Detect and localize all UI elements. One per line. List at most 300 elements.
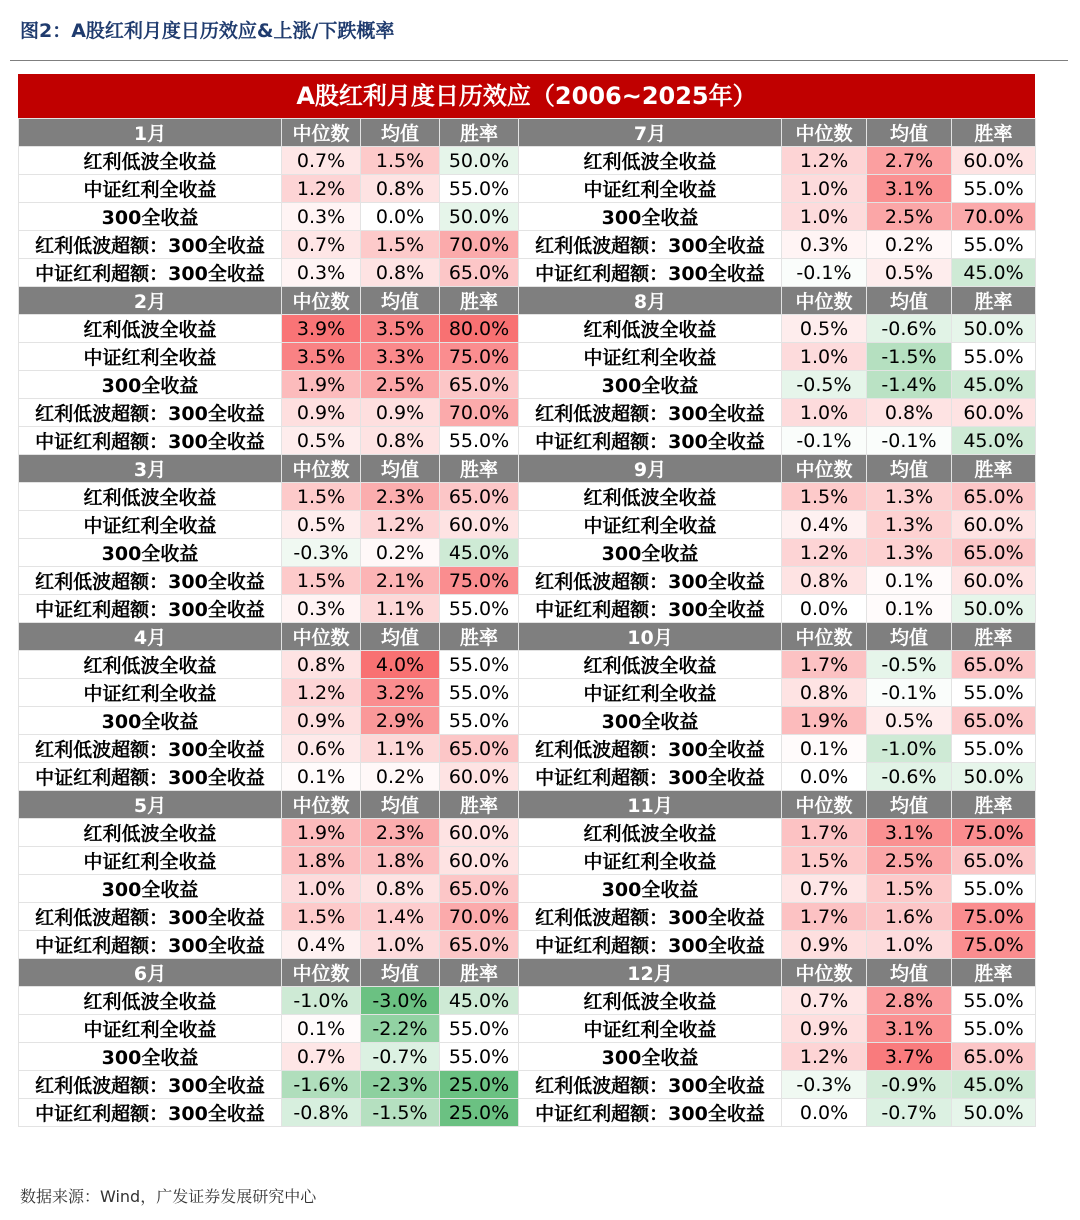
cell-mean: 3.1% (867, 175, 952, 203)
row-label: 红利低波超额：300全收益 (19, 399, 282, 427)
column-header-median: 中位数 (282, 959, 361, 987)
column-header-median: 中位数 (782, 623, 867, 651)
column-header-mean: 均值 (361, 791, 440, 819)
cell-win-rate: 75.0% (440, 567, 519, 595)
cell-median: 1.2% (282, 175, 361, 203)
column-header-win-rate: 胜率 (440, 287, 519, 315)
cell-win-rate: 65.0% (440, 259, 519, 287)
row-label: 红利低波超额：300全收益 (19, 1071, 282, 1099)
row-label: 中证红利全收益 (519, 1015, 782, 1043)
table-row (19, 203, 1036, 231)
cell-mean: 1.5% (361, 147, 440, 175)
month-label: 12月 (519, 959, 782, 987)
row-label: 红利低波超额：300全收益 (19, 567, 282, 595)
row-label: 中证红利全收益 (519, 679, 782, 707)
column-header-median: 中位数 (782, 455, 867, 483)
row-label: 300全收益 (519, 875, 782, 903)
cell-mean: 2.5% (361, 371, 440, 399)
cell-median: 0.5% (282, 511, 361, 539)
cell-mean: -1.5% (867, 343, 952, 371)
month-label: 2月 (19, 287, 282, 315)
column-header-median: 中位数 (282, 623, 361, 651)
column-header-median: 中位数 (782, 287, 867, 315)
cell-mean: -0.6% (867, 315, 952, 343)
row-label: 中证红利全收益 (519, 343, 782, 371)
row-label: 红利低波全收益 (519, 651, 782, 679)
cell-mean: 0.5% (867, 259, 952, 287)
row-label: 300全收益 (519, 707, 782, 735)
column-header-mean: 均值 (867, 791, 952, 819)
column-header-median: 中位数 (282, 119, 361, 147)
row-label: 300全收益 (519, 203, 782, 231)
cell-win-rate: 60.0% (440, 511, 519, 539)
cell-median: 1.0% (782, 203, 867, 231)
cell-mean: 0.9% (361, 399, 440, 427)
cell-win-rate: 45.0% (952, 427, 1036, 455)
row-label: 红利低波全收益 (519, 147, 782, 175)
cell-win-rate: 25.0% (440, 1099, 519, 1127)
table-row (19, 1071, 1036, 1099)
cell-mean: -0.6% (867, 763, 952, 791)
column-header-win-rate: 胜率 (952, 791, 1036, 819)
cell-median: 0.0% (782, 1099, 867, 1127)
cell-win-rate: 60.0% (952, 567, 1036, 595)
cell-win-rate: 65.0% (952, 651, 1036, 679)
cell-mean: 3.3% (361, 343, 440, 371)
cell-win-rate: 55.0% (440, 427, 519, 455)
row-label: 红利低波超额：300全收益 (19, 903, 282, 931)
cell-win-rate: 55.0% (952, 175, 1036, 203)
cell-mean: 0.2% (361, 539, 440, 567)
cell-median: -0.3% (282, 539, 361, 567)
row-label: 中证红利全收益 (19, 343, 282, 371)
table-row (19, 539, 1036, 567)
cell-mean: 4.0% (361, 651, 440, 679)
cell-win-rate: 55.0% (952, 987, 1036, 1015)
cell-mean: 1.8% (361, 847, 440, 875)
row-label: 红利低波超额：300全收益 (519, 1071, 782, 1099)
cell-mean: 2.3% (361, 483, 440, 511)
cell-median: 1.9% (282, 819, 361, 847)
cell-mean: -1.4% (867, 371, 952, 399)
cell-mean: -0.1% (867, 679, 952, 707)
table-row (19, 679, 1036, 707)
cell-win-rate: 50.0% (440, 147, 519, 175)
row-label: 中证红利超额：300全收益 (19, 427, 282, 455)
cell-win-rate: 55.0% (952, 679, 1036, 707)
row-label: 中证红利全收益 (19, 847, 282, 875)
cell-median: 1.0% (782, 399, 867, 427)
row-label: 红利低波全收益 (519, 483, 782, 511)
row-label: 300全收益 (19, 875, 282, 903)
cell-win-rate: 60.0% (952, 511, 1036, 539)
row-label: 300全收益 (19, 203, 282, 231)
cell-win-rate: 50.0% (952, 315, 1036, 343)
cell-mean: 1.1% (361, 735, 440, 763)
cell-median: -1.6% (282, 1071, 361, 1099)
cell-mean: -3.0% (361, 987, 440, 1015)
table-row (19, 315, 1036, 343)
column-header-mean: 均值 (361, 119, 440, 147)
cell-win-rate: 70.0% (440, 903, 519, 931)
cell-win-rate: 55.0% (440, 595, 519, 623)
row-label: 红利低波全收益 (519, 315, 782, 343)
cell-win-rate: 70.0% (440, 399, 519, 427)
calendar-effect-table (18, 118, 1036, 1127)
column-header-mean: 均值 (867, 287, 952, 315)
cell-win-rate: 55.0% (440, 651, 519, 679)
calendar-effect-table-container (18, 74, 1035, 1127)
row-label: 红利低波全收益 (519, 819, 782, 847)
cell-win-rate: 45.0% (952, 1071, 1036, 1099)
cell-win-rate: 55.0% (952, 231, 1036, 259)
row-label: 红利低波超额：300全收益 (519, 735, 782, 763)
row-label: 红利低波全收益 (19, 147, 282, 175)
cell-median: -0.3% (782, 1071, 867, 1099)
cell-mean: 1.3% (867, 539, 952, 567)
cell-mean: 1.0% (867, 931, 952, 959)
cell-mean: 3.2% (361, 679, 440, 707)
row-label: 中证红利超额：300全收益 (519, 1099, 782, 1127)
title-divider (10, 60, 1068, 61)
column-header-win-rate: 胜率 (952, 119, 1036, 147)
row-label: 红利低波超额：300全收益 (519, 567, 782, 595)
cell-mean: -0.9% (867, 1071, 952, 1099)
cell-win-rate: 50.0% (440, 203, 519, 231)
row-label: 红利低波超额：300全收益 (19, 735, 282, 763)
cell-median: 0.3% (282, 203, 361, 231)
cell-median: 1.0% (282, 875, 361, 903)
cell-mean: 0.5% (867, 707, 952, 735)
table-row (19, 399, 1036, 427)
cell-mean: -0.7% (361, 1043, 440, 1071)
cell-mean: 2.7% (867, 147, 952, 175)
cell-win-rate: 70.0% (952, 203, 1036, 231)
row-label: 红利低波超额：300全收益 (519, 399, 782, 427)
cell-median: 1.2% (782, 539, 867, 567)
row-label: 中证红利全收益 (519, 847, 782, 875)
row-label: 中证红利超额：300全收益 (19, 763, 282, 791)
table-row (19, 1043, 1036, 1071)
cell-win-rate: 65.0% (952, 539, 1036, 567)
cell-win-rate: 60.0% (440, 819, 519, 847)
table-row (19, 707, 1036, 735)
cell-median: 0.9% (282, 707, 361, 735)
cell-mean: -1.5% (361, 1099, 440, 1127)
month-label: 1月 (19, 119, 282, 147)
cell-win-rate: 45.0% (440, 987, 519, 1015)
cell-win-rate: 70.0% (440, 231, 519, 259)
cell-win-rate: 55.0% (952, 343, 1036, 371)
row-label: 红利低波全收益 (519, 987, 782, 1015)
month-label: 3月 (19, 455, 282, 483)
cell-mean: 3.1% (867, 819, 952, 847)
month-label: 10月 (519, 623, 782, 651)
row-label: 中证红利全收益 (19, 1015, 282, 1043)
cell-mean: -0.1% (867, 427, 952, 455)
cell-median: 1.0% (782, 175, 867, 203)
cell-win-rate: 75.0% (952, 819, 1036, 847)
cell-mean: 1.0% (361, 931, 440, 959)
cell-win-rate: 45.0% (440, 539, 519, 567)
table-row (19, 511, 1036, 539)
cell-win-rate: 55.0% (440, 1043, 519, 1071)
cell-median: 1.7% (782, 819, 867, 847)
cell-win-rate: 65.0% (440, 483, 519, 511)
cell-median: 0.8% (782, 679, 867, 707)
column-header-median: 中位数 (782, 119, 867, 147)
month-label: 5月 (19, 791, 282, 819)
cell-win-rate: 75.0% (952, 903, 1036, 931)
row-label: 中证红利超额：300全收益 (519, 763, 782, 791)
cell-median: 1.2% (282, 679, 361, 707)
cell-median: -1.0% (282, 987, 361, 1015)
cell-median: 0.6% (282, 735, 361, 763)
column-header-win-rate: 胜率 (440, 791, 519, 819)
cell-mean: 2.5% (867, 203, 952, 231)
cell-win-rate: 65.0% (440, 931, 519, 959)
cell-median: 0.3% (282, 259, 361, 287)
table-body (19, 119, 1036, 1127)
table-row (19, 427, 1036, 455)
row-label: 300全收益 (19, 707, 282, 735)
cell-mean: 0.8% (867, 399, 952, 427)
cell-median: 0.9% (782, 931, 867, 959)
cell-win-rate: 50.0% (952, 595, 1036, 623)
cell-win-rate: 65.0% (440, 875, 519, 903)
cell-win-rate: 60.0% (952, 399, 1036, 427)
row-label: 300全收益 (519, 539, 782, 567)
row-label: 中证红利超额：300全收益 (19, 1099, 282, 1127)
month-header-row (19, 455, 1036, 483)
cell-median: 1.5% (282, 483, 361, 511)
row-label: 中证红利全收益 (519, 175, 782, 203)
row-label: 红利低波全收益 (19, 315, 282, 343)
cell-median: 0.7% (782, 987, 867, 1015)
column-header-mean: 均值 (361, 959, 440, 987)
column-header-median: 中位数 (282, 287, 361, 315)
cell-median: 1.9% (782, 707, 867, 735)
cell-mean: 3.5% (361, 315, 440, 343)
cell-win-rate: 65.0% (952, 847, 1036, 875)
column-header-mean: 均值 (867, 119, 952, 147)
cell-mean: -2.2% (361, 1015, 440, 1043)
column-header-mean: 均值 (361, 287, 440, 315)
cell-median: 0.7% (282, 147, 361, 175)
cell-mean: -1.0% (867, 735, 952, 763)
month-header-row (19, 623, 1036, 651)
table-row (19, 483, 1036, 511)
row-label: 300全收益 (19, 539, 282, 567)
cell-median: 1.9% (282, 371, 361, 399)
cell-mean: 0.8% (361, 427, 440, 455)
cell-win-rate: 60.0% (952, 147, 1036, 175)
cell-win-rate: 55.0% (440, 679, 519, 707)
table-row (19, 371, 1036, 399)
cell-median: 1.2% (782, 147, 867, 175)
cell-median: 0.0% (782, 595, 867, 623)
cell-mean: -2.3% (361, 1071, 440, 1099)
cell-mean: 0.0% (361, 203, 440, 231)
row-label: 300全收益 (19, 371, 282, 399)
cell-median: 0.4% (782, 511, 867, 539)
table-row (19, 903, 1036, 931)
row-label: 中证红利全收益 (519, 511, 782, 539)
cell-median: -0.5% (782, 371, 867, 399)
cell-mean: 0.2% (361, 763, 440, 791)
table-row (19, 651, 1036, 679)
cell-median: 1.5% (782, 847, 867, 875)
cell-median: 0.7% (782, 875, 867, 903)
cell-win-rate: 60.0% (440, 763, 519, 791)
cell-mean: 0.1% (867, 567, 952, 595)
cell-win-rate: 60.0% (440, 847, 519, 875)
cell-mean: 1.5% (361, 231, 440, 259)
cell-win-rate: 75.0% (440, 343, 519, 371)
cell-win-rate: 50.0% (952, 763, 1036, 791)
table-row (19, 987, 1036, 1015)
table-row (19, 735, 1036, 763)
cell-mean: 0.8% (361, 875, 440, 903)
cell-median: 1.2% (782, 1043, 867, 1071)
cell-win-rate: 50.0% (952, 1099, 1036, 1127)
cell-win-rate: 65.0% (952, 707, 1036, 735)
cell-mean: 2.5% (867, 847, 952, 875)
table-row (19, 875, 1036, 903)
column-header-mean: 均值 (867, 623, 952, 651)
month-label: 4月 (19, 623, 282, 651)
cell-median: 0.5% (282, 427, 361, 455)
table-row (19, 819, 1036, 847)
column-header-win-rate: 胜率 (440, 119, 519, 147)
column-header-win-rate: 胜率 (440, 959, 519, 987)
cell-median: 0.3% (782, 231, 867, 259)
month-label: 11月 (519, 791, 782, 819)
column-header-mean: 均值 (361, 455, 440, 483)
cell-median: 0.0% (782, 763, 867, 791)
cell-median: 0.9% (782, 1015, 867, 1043)
table-row (19, 847, 1036, 875)
month-header-row (19, 959, 1036, 987)
row-label: 中证红利超额：300全收益 (19, 931, 282, 959)
cell-win-rate: 65.0% (440, 735, 519, 763)
column-header-mean: 均值 (867, 959, 952, 987)
cell-median: -0.1% (782, 259, 867, 287)
month-header-row (19, 119, 1036, 147)
cell-median: 3.5% (282, 343, 361, 371)
cell-median: 0.5% (782, 315, 867, 343)
table-title-banner: A股红利月度日历效应（2006~2025年） (18, 74, 1035, 118)
row-label: 红利低波超额：300全收益 (519, 231, 782, 259)
cell-median: 0.1% (782, 735, 867, 763)
table-row (19, 175, 1036, 203)
row-label: 红利低波超额：300全收益 (519, 903, 782, 931)
cell-mean: 0.8% (361, 259, 440, 287)
cell-mean: 1.6% (867, 903, 952, 931)
cell-win-rate: 55.0% (440, 1015, 519, 1043)
cell-mean: 0.2% (867, 231, 952, 259)
cell-mean: 1.4% (361, 903, 440, 931)
column-header-win-rate: 胜率 (440, 623, 519, 651)
cell-median: 1.5% (282, 567, 361, 595)
cell-mean: 1.3% (867, 483, 952, 511)
row-label: 红利低波超额：300全收益 (19, 231, 282, 259)
cell-median: 0.8% (282, 651, 361, 679)
column-header-median: 中位数 (282, 455, 361, 483)
cell-mean: 2.3% (361, 819, 440, 847)
cell-median: -0.1% (782, 427, 867, 455)
row-label: 红利低波全收益 (19, 483, 282, 511)
table-row (19, 1015, 1036, 1043)
cell-median: 1.5% (282, 903, 361, 931)
cell-win-rate: 55.0% (952, 1015, 1036, 1043)
column-header-median: 中位数 (782, 959, 867, 987)
cell-median: 1.5% (782, 483, 867, 511)
column-header-mean: 均值 (867, 455, 952, 483)
cell-median: 1.0% (782, 343, 867, 371)
cell-win-rate: 55.0% (440, 175, 519, 203)
table-row (19, 343, 1036, 371)
row-label: 中证红利超额：300全收益 (19, 595, 282, 623)
cell-mean: 1.1% (361, 595, 440, 623)
cell-median: 0.7% (282, 231, 361, 259)
cell-win-rate: 55.0% (440, 707, 519, 735)
cell-mean: -0.5% (867, 651, 952, 679)
cell-median: 0.8% (782, 567, 867, 595)
column-header-win-rate: 胜率 (440, 455, 519, 483)
cell-mean: 2.8% (867, 987, 952, 1015)
row-label: 中证红利超额：300全收益 (519, 595, 782, 623)
source-note: 数据来源：Wind，广发证券发展研究中心 (20, 1187, 317, 1206)
cell-median: -0.8% (282, 1099, 361, 1127)
cell-mean: -0.7% (867, 1099, 952, 1127)
cell-median: 1.7% (782, 651, 867, 679)
row-label: 红利低波全收益 (19, 651, 282, 679)
cell-win-rate: 25.0% (440, 1071, 519, 1099)
cell-win-rate: 80.0% (440, 315, 519, 343)
month-label: 8月 (519, 287, 782, 315)
cell-median: 1.7% (782, 903, 867, 931)
column-header-win-rate: 胜率 (952, 455, 1036, 483)
table-row (19, 147, 1036, 175)
row-label: 中证红利超额：300全收益 (519, 259, 782, 287)
month-label: 9月 (519, 455, 782, 483)
row-label: 红利低波全收益 (19, 819, 282, 847)
cell-mean: 3.1% (867, 1015, 952, 1043)
table-row (19, 231, 1036, 259)
cell-win-rate: 65.0% (440, 371, 519, 399)
cell-median: 1.8% (282, 847, 361, 875)
row-label: 中证红利全收益 (19, 679, 282, 707)
cell-win-rate: 55.0% (952, 735, 1036, 763)
month-label: 7月 (519, 119, 782, 147)
table-row (19, 1099, 1036, 1127)
row-label: 中证红利超额：300全收益 (19, 259, 282, 287)
cell-median: 0.9% (282, 399, 361, 427)
row-label: 中证红利全收益 (19, 511, 282, 539)
row-label: 红利低波全收益 (19, 987, 282, 1015)
cell-mean: 1.2% (361, 511, 440, 539)
cell-mean: 0.1% (867, 595, 952, 623)
cell-median: 3.9% (282, 315, 361, 343)
cell-win-rate: 65.0% (952, 1043, 1036, 1071)
cell-win-rate: 75.0% (952, 931, 1036, 959)
month-header-row (19, 287, 1036, 315)
cell-median: 0.3% (282, 595, 361, 623)
cell-win-rate: 45.0% (952, 371, 1036, 399)
cell-mean: 0.8% (361, 175, 440, 203)
cell-mean: 2.1% (361, 567, 440, 595)
